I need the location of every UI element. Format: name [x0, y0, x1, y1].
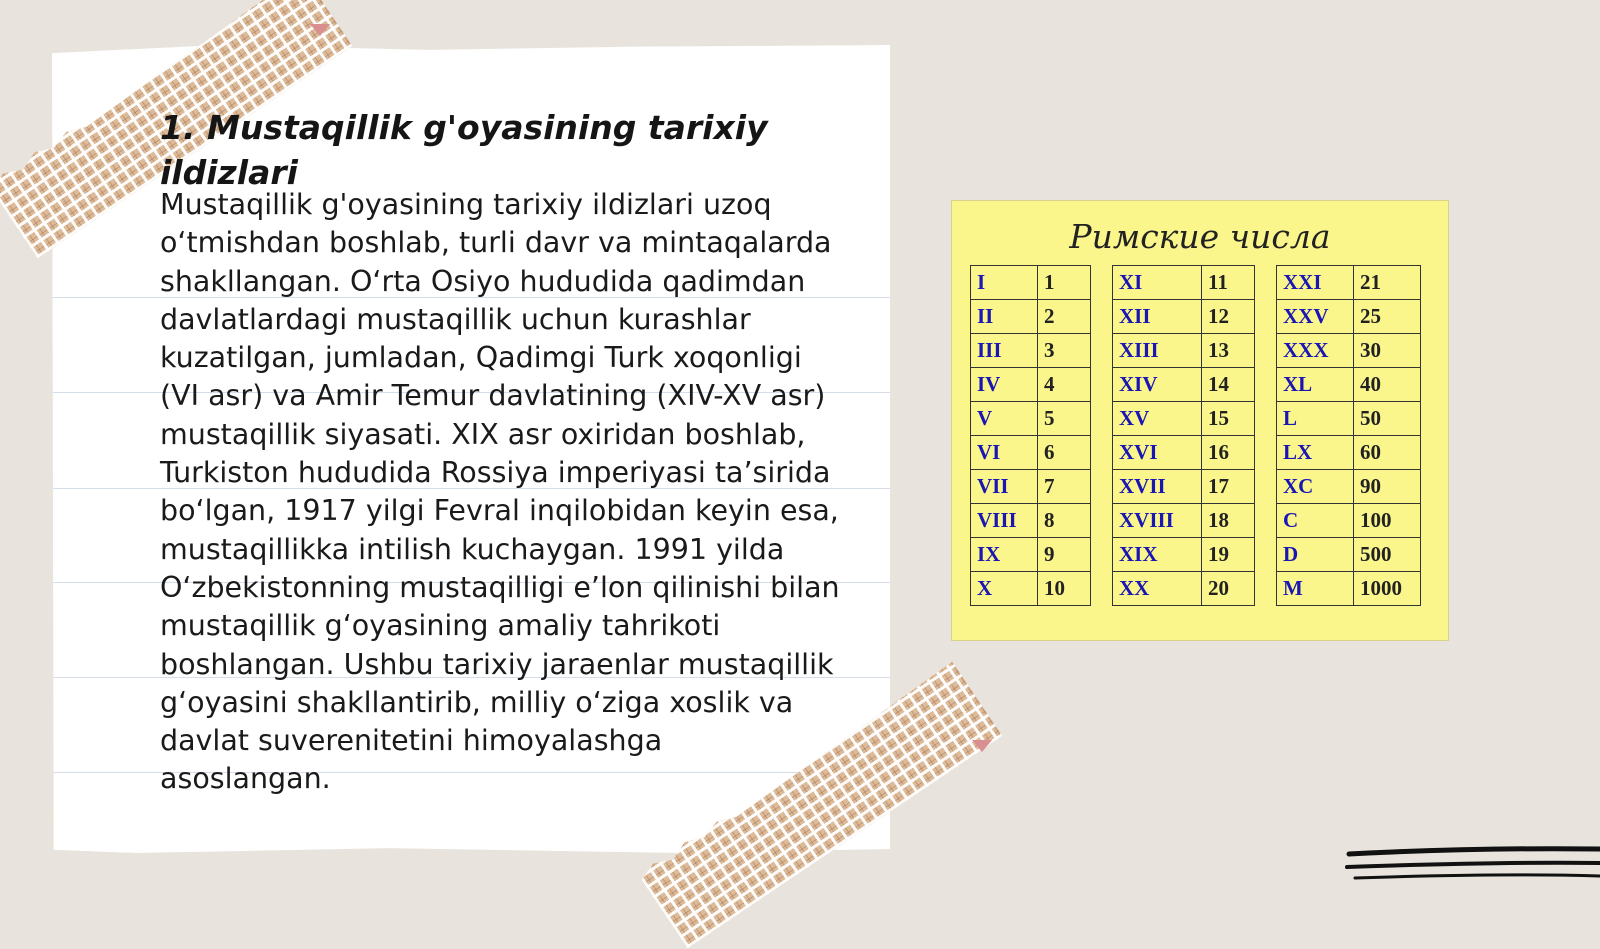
roman-numeral-cell: IX — [971, 538, 1038, 572]
arabic-number-cell: 3 — [1038, 334, 1091, 368]
roman-table-row — [1277, 300, 1421, 334]
roman-numeral-cell: XL — [1277, 368, 1354, 402]
arabic-number-cell: 20 — [1202, 572, 1255, 606]
roman-table-row — [1113, 436, 1255, 470]
arabic-number-cell: 100 — [1354, 504, 1421, 538]
roman-numeral-cell: XV — [1113, 402, 1202, 436]
decorative-brush-strokes — [1345, 840, 1600, 890]
roman-numeral-cell: C — [1277, 504, 1354, 538]
roman-table-row — [971, 470, 1091, 504]
roman-numeral-cell: XXV — [1277, 300, 1354, 334]
roman-numeral-cell: XIII — [1113, 334, 1202, 368]
arabic-number-cell: 50 — [1354, 402, 1421, 436]
roman-table-row — [971, 538, 1091, 572]
roman-numeral-cell: V — [971, 402, 1038, 436]
roman-numeral-cell: XVII — [1113, 470, 1202, 504]
roman-numeral-cell: VIII — [971, 504, 1038, 538]
roman-table-row — [1113, 572, 1255, 606]
arabic-number-cell: 6 — [1038, 436, 1091, 470]
roman-table-row — [1277, 266, 1421, 300]
roman-numeral-cell: XX — [1113, 572, 1202, 606]
arabic-number-cell: 500 — [1354, 538, 1421, 572]
roman-table-row — [1113, 402, 1255, 436]
arabic-number-cell: 8 — [1038, 504, 1091, 538]
roman-numeral-cell: VI — [971, 436, 1038, 470]
roman-table-row — [1277, 572, 1421, 606]
roman-numeral-cell: XVI — [1113, 436, 1202, 470]
arabic-number-cell: 60 — [1354, 436, 1421, 470]
roman-numeral-cell: XC — [1277, 470, 1354, 504]
arabic-number-cell: 1000 — [1354, 572, 1421, 606]
roman-numeral-cell: XII — [1113, 300, 1202, 334]
roman-numeral-cell: D — [1277, 538, 1354, 572]
arabic-number-cell: 17 — [1202, 470, 1255, 504]
roman-numerals-image — [951, 200, 1449, 641]
roman-table-row — [1113, 538, 1255, 572]
arabic-number-cell: 16 — [1202, 436, 1255, 470]
roman-numeral-cell: M — [1277, 572, 1354, 606]
roman-table-row — [971, 368, 1091, 402]
roman-numeral-cell: L — [1277, 402, 1354, 436]
arabic-number-cell: 18 — [1202, 504, 1255, 538]
roman-numeral-cell: IV — [971, 368, 1038, 402]
arabic-number-cell: 13 — [1202, 334, 1255, 368]
roman-numeral-cell: XIX — [1113, 538, 1202, 572]
roman-table-row — [1277, 504, 1421, 538]
arabic-number-cell: 9 — [1038, 538, 1091, 572]
roman-table-row — [971, 300, 1091, 334]
arabic-number-cell: 1 — [1038, 266, 1091, 300]
roman-numeral-cell: X — [971, 572, 1038, 606]
arabic-number-cell: 15 — [1202, 402, 1255, 436]
roman-table-row — [971, 266, 1091, 300]
arabic-number-cell: 40 — [1354, 368, 1421, 402]
arabic-number-cell: 7 — [1038, 470, 1091, 504]
roman-table-row — [1113, 470, 1255, 504]
roman-table-row — [1277, 436, 1421, 470]
arabic-number-cell: 12 — [1202, 300, 1255, 334]
arabic-number-cell: 10 — [1038, 572, 1091, 606]
roman-table-row — [971, 402, 1091, 436]
roman-table-row — [1113, 266, 1255, 300]
roman-table-row — [1277, 538, 1421, 572]
roman-table-column-1 — [970, 265, 1091, 606]
roman-table-row — [971, 504, 1091, 538]
roman-table-row — [971, 334, 1091, 368]
roman-numeral-cell: III — [971, 334, 1038, 368]
roman-numeral-cell: XXX — [1277, 334, 1354, 368]
roman-table-row — [1277, 470, 1421, 504]
roman-numerals-title: Римские числа — [1069, 217, 1331, 256]
roman-table-row — [1277, 402, 1421, 436]
slide-title: 1. Mustaqillik g'oyasining tarixiy ildizlari — [160, 108, 768, 192]
roman-table-row — [971, 436, 1091, 470]
arabic-number-cell: 21 — [1354, 266, 1421, 300]
roman-numeral-cell: XVIII — [1113, 504, 1202, 538]
roman-numeral-cell: II — [971, 300, 1038, 334]
roman-numeral-cell: XI — [1113, 266, 1202, 300]
roman-table-row — [1113, 504, 1255, 538]
roman-numeral-cell: I — [971, 266, 1038, 300]
roman-table-row — [1113, 368, 1255, 402]
roman-table-row — [1113, 300, 1255, 334]
arabic-number-cell: 5 — [1038, 402, 1091, 436]
arabic-number-cell: 30 — [1354, 334, 1421, 368]
roman-table-row — [971, 572, 1091, 606]
roman-numeral-cell: LX — [1277, 436, 1354, 470]
tape-tip-decoration — [972, 740, 992, 752]
roman-table-row — [1113, 334, 1255, 368]
roman-numeral-cell: XXI — [1277, 266, 1354, 300]
roman-table-column-3 — [1276, 265, 1421, 606]
arabic-number-cell: 2 — [1038, 300, 1091, 334]
roman-table-row — [1277, 368, 1421, 402]
arabic-number-cell: 19 — [1202, 538, 1255, 572]
arabic-number-cell: 11 — [1202, 266, 1255, 300]
tape-tip-decoration — [310, 24, 330, 36]
arabic-number-cell: 90 — [1354, 470, 1421, 504]
roman-numeral-cell: VII — [971, 470, 1038, 504]
roman-numeral-cell: XIV — [1113, 368, 1202, 402]
roman-table-row — [1277, 334, 1421, 368]
arabic-number-cell: 14 — [1202, 368, 1255, 402]
roman-table-column-2 — [1112, 265, 1255, 606]
arabic-number-cell: 25 — [1354, 300, 1421, 334]
arabic-number-cell: 4 — [1038, 368, 1091, 402]
slide-body-text: Mustaqillik g'oyasining tarixiy ildizlari uzoq o‘tmishdan boshlab, turli davr va mintaqalarda shakllangan. O‘rta Osiyo hududida qadimdan davlatlardagi mustaqillik uchun kurashlar kuzatilgan, jumladan, Qadimgi Turk xoqonligi (VI asr) va Amir Temur davlatining (XIV-XV asr) mustaqillik siyasati. XIX asr oxiridan boshlab, Turkiston hududida Rossiya imperiyasi ta’sirida bo‘lgan, 1917 yilgi Fevral inqilobidan keyin esa, mustaqillikka intilish kuchaygan. 1991 yilda O‘zbekistonning mustaqilligi e’lon qilinishi bilan mustaqillik g‘oyasining amaliy tahrikoti boshlangan. Ushbu tarixiy jaraenlar mustaqillik g‘oyasini shakllantirib, milliy o‘ziga xoslik va davlat suverenitetini himoyalashga asoslangan. — [160, 188, 840, 796]
